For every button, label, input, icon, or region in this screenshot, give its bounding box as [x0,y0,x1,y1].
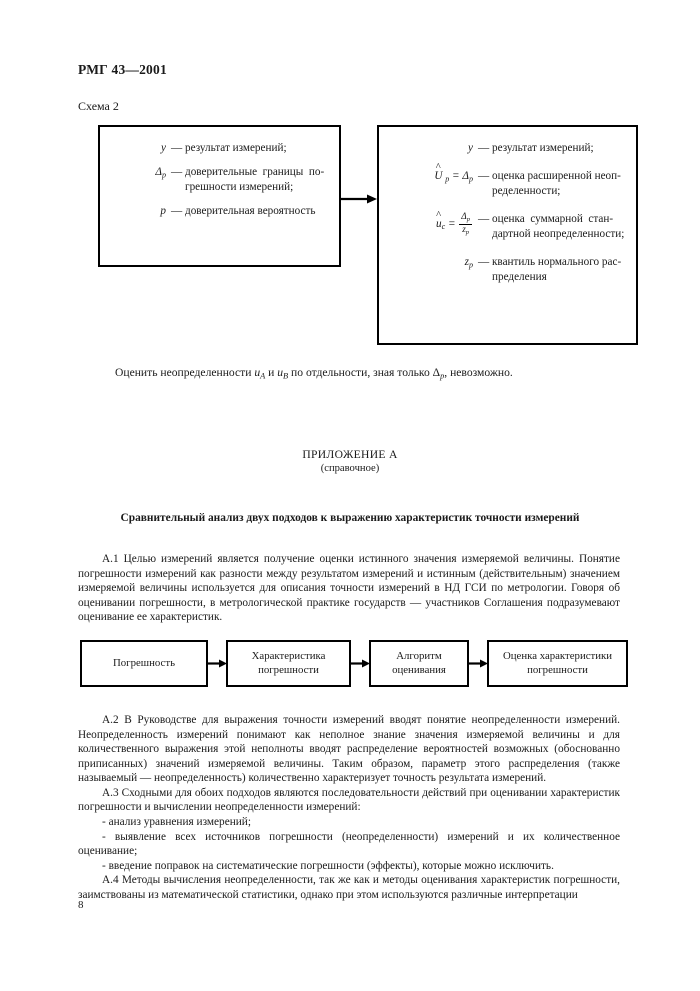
paragraph-block-a2-a4 [78,713,620,902]
note-line: Оценить неопределенности $u_А$ и $u_В$ по отдельности, зная только $\Delta_p$, невозможно. [115,366,513,381]
definition-text: результат измерений; [492,142,594,154]
definition-text: доверительные границы по- грешности измерений; [185,166,325,193]
scheme-left-definitions [100,127,339,219]
definition-row [387,212,626,242]
document-header: РМГ 43—2001 [78,62,167,77]
definition-dash: — [478,213,490,225]
scheme-right-box [377,125,638,345]
definition-symbol: ^ U $_p = \Delta_p$ [387,169,478,185]
definition-symbol: y [468,142,473,154]
scheme-diagram [0,120,700,350]
definition-symbol: p [160,205,166,217]
definition-text: оценка суммарной стан- дартной неопределенности; [492,213,625,240]
scheme-left-box [98,125,341,267]
scheme-right-definitions [379,127,636,285]
flowchart-box-3: Алгоритм оценивания [369,640,469,687]
definition-row [108,165,329,195]
definition-dash: — [478,142,490,154]
arrow-right-icon [341,194,377,204]
arrow-right-icon [351,659,370,668]
flowchart [80,640,628,690]
appendix-heading [0,447,700,476]
definition-row [387,141,626,156]
flowchart-box-4: Оценка характеристики погрешности [487,640,628,687]
arrow-right-icon [208,659,227,668]
section-title: Сравнительный анализ двух подходов к выражению характеристик точности измерений [120,512,580,524]
definition-dash: — [171,205,183,217]
definition-symbol: $\Delta_p$ [155,166,166,180]
definition-dash: — [478,170,490,182]
definition-symbol: y [161,142,166,154]
list-item: - введение поправок на систематические погрешности (эффекты), которые можно исключить. [102,859,554,872]
definition-dash: — [171,166,183,178]
appendix-subtitle: (справочное) [320,463,380,475]
page-number: 8 [78,899,84,911]
flowchart-box-1: Погрешность [80,640,208,687]
definition-text: результат измерений; [185,142,287,154]
definition-text: доверительная вероятность [185,205,316,217]
paragraph-a3: А.3 Сходными для обоих подходов являются последовательности действий при оценивании характеристик погрешности и вычислении неопределенности измерений: [78,786,620,814]
definition-text: квантиль нормального рас- пределения [492,256,622,283]
arrow-right-icon [469,659,488,668]
definition-row [108,204,329,219]
paragraph-a2: А.2 В Руководстве для выражения точности измерений вводят понятие неопределенности измерений. Неопределенность измерений понимают как неполное знание значения измеряемой величины и для количественного выражения этой неполноты вводят распределение вероятностей возможных (обоснованно приписанных) значений измеряемой величины. Таким образом, параметр этого распределения (также называемый — неопределенность) количественно характеризует точность результата измерений. [78,714,620,785]
paragraph-a1: А.1 Целью измерений является получение оценки истинного значения измеряемой величины. Понятие погрешности измерений как разности между результатом измерений и истинным (действительным) значением измеряемой величины используется для описания точности измерений в НД ГСИ по метрологии. Говоря об оценивании погрешности, в метрологической практике государств — участников Соглашения подразумевают оценивание ее характеристик. [78,553,620,624]
definition-row [387,255,626,285]
scheme-label: Схема 2 [78,99,119,113]
appendix-title: ПРИЛОЖЕНИЕ А [302,448,398,461]
paragraph-a4: А.4 Методы вычисления неопределенности, так же как и методы оценивания характеристик погрешности, заимствованы из математической статистики, однако при этом используются различные интерпретации [78,874,620,901]
definition-row [108,141,329,156]
list-item: - выявление всех источников погрешности (неопределенности) измерений и их количественное оценивание; [78,830,620,858]
definition-symbol: ^ $u_c$ = $\frac{\Delta_p}{z_p}$ [387,212,478,237]
definition-dash: — [171,142,183,154]
definition-symbol: $z_p$ [464,256,473,270]
flowchart-box-2: Характеристика погрешности [226,640,351,687]
list-item: - анализ уравнения измерений; [102,815,251,828]
definition-dash: — [478,256,490,268]
definition-row [387,169,626,199]
definition-text: оценка расширенной неоп- ределенности; [492,170,621,197]
